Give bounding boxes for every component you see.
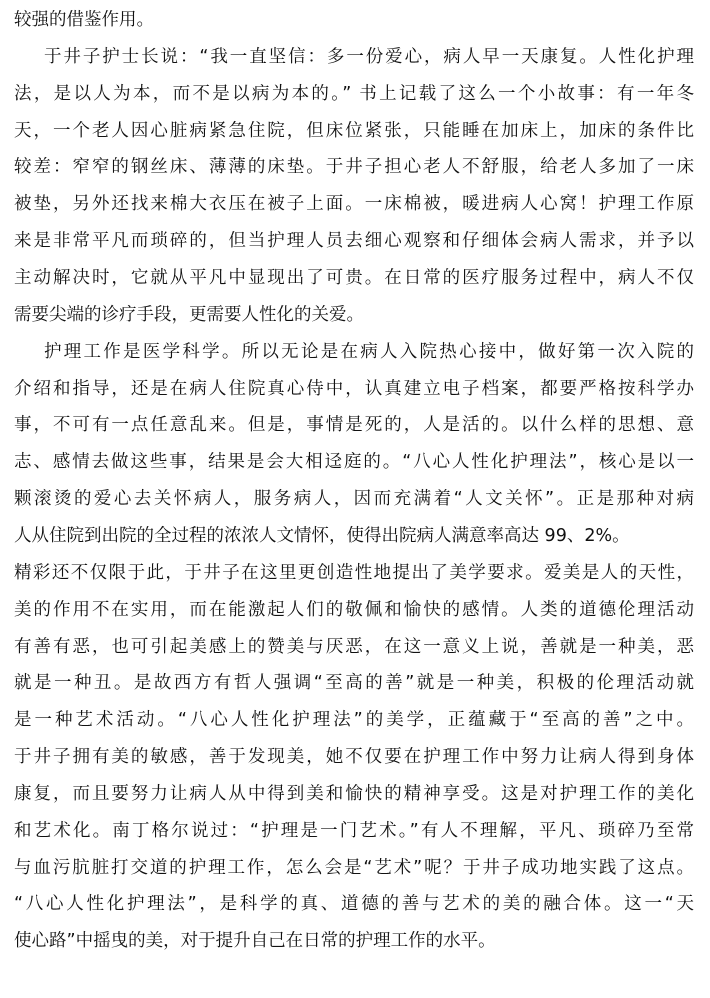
text-line: 美的作用不在实用，而在能激起人们的敬佩和愉快的感情。人类的道德伦理活动 (14, 599, 694, 620)
text-line: 与血污肮脏打交道的护理工作，怎么会是“艺术”呢？于井子成功地实践了这点。 (14, 857, 694, 878)
text-line: 介绍和指导，还是在病人住院真心侍中，认真建立电子档案，都要严格按科学办 (14, 378, 694, 399)
text-line: 于井子拥有美的敏感，善于发现美，她不仅要在护理工作中努力让病人得到身体 (14, 747, 694, 767)
text-line: 事，不可有一点任意乱来。但是，事情是死的，人是活的。以什么样的思想、意 (14, 415, 694, 436)
text-line: 主动解决时，它就从平凡中显现出了可贵。在日常的医疗服务过程中，病人不仅 (14, 267, 694, 288)
text-line: 被垫，另外还找来棉大衣压在被子上面。一床棉被，暖进病人心窝！护理工作原 (14, 194, 694, 215)
text-line: 较差：窄窄的钢丝床、薄薄的床垫。于井子担心老人不舒服，给老人多加了一床 (14, 157, 694, 178)
text-line: 颗滚烫的爱心去关怀病人，服务病人，因而充满着“人文关怀”。正是那种对病 (14, 489, 694, 510)
text-line: 精彩还不仅限于此，于井子在这里更创造性地提出了美学要求。爱美是人的天性， (14, 562, 694, 583)
text-line: 使心路”中摇曳的美，对于提升自己在日常的护理工作的水平。 (14, 931, 496, 952)
text-line: 是一种艺术活动。“八心人性化护理法”的美学，正蕴藏于“至高的善”之中。 (14, 710, 694, 731)
text-line: 需要尖端的诊疗手段，更需要人性化的关爱。 (14, 304, 364, 325)
text-line: 较强的借鉴作用。 (14, 10, 154, 30)
text-line: 和艺术化。南丁格尔说过：“护理是一门艺术。”有人不理解，平凡、琐碎乃至常 (14, 820, 694, 841)
text-line: 康复，而且要努力让病人从中得到美和愉快的精神享受。这是对护理工作的美化 (14, 783, 694, 804)
text-line: 护理工作是医学科学。所以无论是在病人入院热心接中，做好第一次入院的 (44, 341, 694, 362)
text-line: 天，一个老人因心脏病紧急住院，但床位紧张，只能睡在加床上，加床的条件比 (14, 120, 694, 141)
text-line: 于井子护士长说：“我一直坚信：多一份爱心，病人早一天康复。人性化护理 (44, 46, 694, 67)
text-line: 有善有恶，也可引起美感上的赞美与厌恶，在这一意义上说，善就是一种美，恶 (14, 636, 694, 657)
text-line: 人从住院到出院的全过程的浓浓人文情怀，使得出院病人满意率高达 99、2%。 (14, 525, 630, 546)
text-line: “八心人性化护理法”，是科学的真、道德的善与艺术的美的融合体。这一“天 (14, 894, 694, 915)
text-line: 法，是以人为本，而不是以病为本的。” 书上记载了这么一个小故事：有一年冬 (14, 83, 694, 104)
text-line: 志、感情去做这些事，结果是会大相迳庭的。“八心人性化护理法”，核心是以一 (14, 452, 694, 473)
text-line: 来是非常平凡而琐碎的，但当护理人员去细心观察和仔细体会病人需求，并予以 (14, 231, 694, 252)
text-line: 就是一种丑。是故西方有哲人强调“至高的善”就是一种美，积极的伦理活动就 (14, 673, 694, 694)
